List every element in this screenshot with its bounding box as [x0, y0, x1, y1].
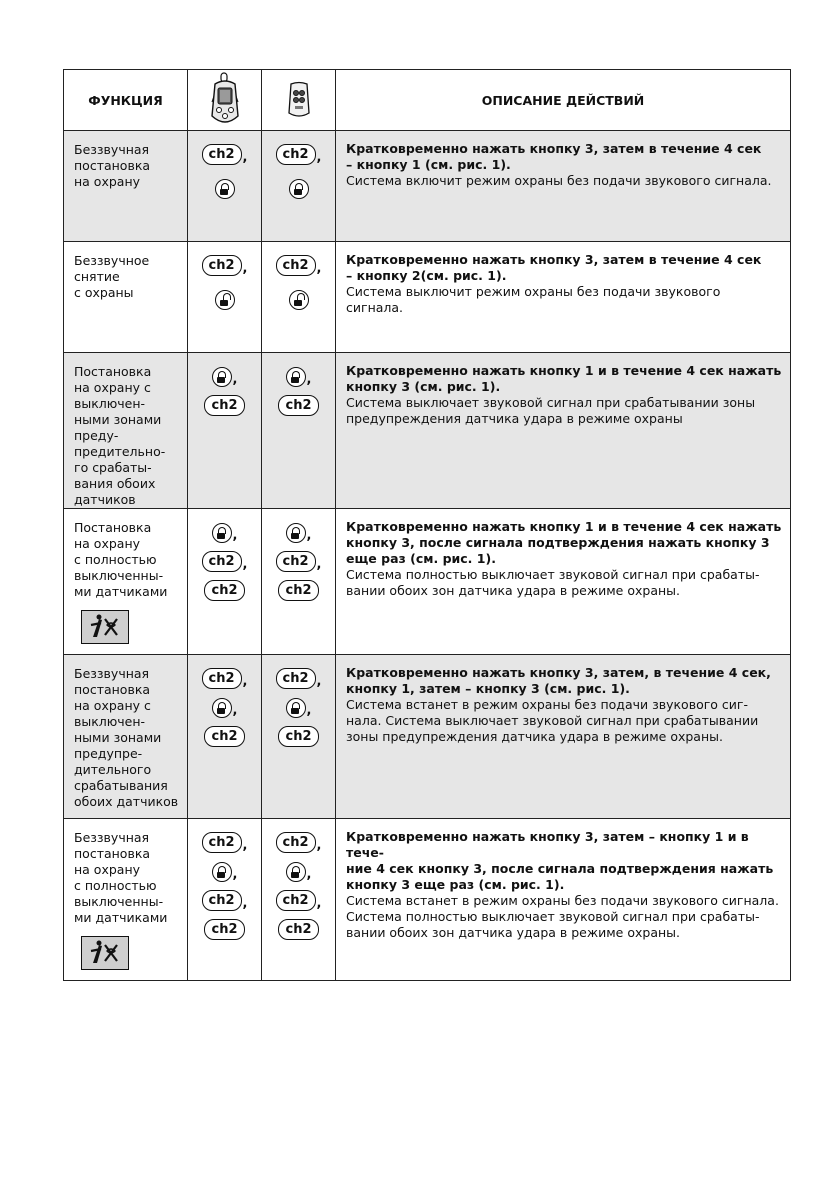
- remote1-keys-cell: [188, 819, 262, 981]
- separator-comma: ,: [316, 674, 322, 689]
- key-step-2: [215, 288, 235, 310]
- key-step-4: [278, 918, 318, 940]
- remote1-keys-cell: [188, 353, 262, 509]
- lock-button-icon: [286, 367, 306, 387]
- description-result: Система полностью выключает звуковой сигнал при срабаты- вании обоих зон датчика удара в режиме охраны.: [346, 567, 760, 598]
- function-cell: [64, 509, 188, 655]
- function-text: Беззвучная постановка на охрану: [74, 142, 151, 189]
- separator-comma: ,: [242, 838, 248, 853]
- key-step-3: [204, 579, 244, 601]
- ch2-button-icon: ch2: [204, 580, 244, 601]
- key-sequence: [188, 655, 261, 754]
- ch2-button-icon: ch2: [276, 255, 316, 276]
- separator-comma: ,: [242, 261, 248, 276]
- remote2-keys-cell: [262, 509, 336, 655]
- table-row: [64, 819, 791, 981]
- lock-button-icon: [212, 698, 232, 718]
- table-row: [64, 353, 791, 509]
- description-text: [336, 509, 790, 599]
- key-step-1: [202, 831, 248, 853]
- key-step-1: [202, 143, 248, 165]
- function-cell: [64, 353, 188, 509]
- lock-button-icon: [215, 179, 235, 199]
- description-cell: [336, 242, 791, 353]
- remote2-keys-cell: [262, 353, 336, 509]
- separator-comma: ,: [232, 372, 238, 387]
- key-step-2: [215, 177, 235, 199]
- key-sequence: [188, 242, 261, 317]
- key-step-1: [276, 831, 322, 853]
- key-sequence: [262, 353, 335, 423]
- header-function: ФУНКЦИЯ: [64, 70, 188, 131]
- function-cell: [64, 242, 188, 353]
- ch2-button-icon: ch2: [276, 144, 316, 165]
- table-row: [64, 509, 791, 655]
- description-result: Система встанет в режим охраны без подачи звукового сигнала. Система полностью выключает звуковой сигнал при срабаты- вании обоих зон датчика удара в режиме охраны.: [346, 893, 779, 940]
- remote1-keys-cell: [188, 655, 262, 819]
- shock-sensor-off-icon: [81, 610, 129, 644]
- ch2-button-icon: ch2: [278, 580, 318, 601]
- separator-comma: ,: [242, 674, 248, 689]
- ch2-button-icon: ch2: [202, 144, 242, 165]
- function-text: Постановка на охрану с полностью выключенны- ми датчиками: [74, 520, 168, 599]
- key-step-1: [286, 365, 312, 387]
- key-step-4: [204, 918, 244, 940]
- shock-sensor-off-icon: [81, 936, 129, 970]
- description-result: Система выключит режим охраны без подачи звукового сигнала.: [346, 284, 721, 315]
- separator-comma: ,: [242, 896, 248, 911]
- ch2-button-icon: ch2: [202, 890, 242, 911]
- key-step-1: [276, 254, 322, 276]
- key-step-2: [202, 550, 248, 572]
- ch2-button-icon: ch2: [276, 668, 316, 689]
- description-text: [336, 655, 790, 745]
- key-step-2: [212, 860, 238, 882]
- separator-comma: ,: [306, 703, 312, 718]
- separator-comma: ,: [316, 261, 322, 276]
- ch2-button-icon: ch2: [278, 726, 318, 747]
- lock-button-icon: [286, 523, 306, 543]
- lock-button-icon: [286, 862, 306, 882]
- ch2-button-icon: ch2: [276, 890, 316, 911]
- key-step-1: [286, 521, 312, 543]
- lock-button-icon: [289, 179, 309, 199]
- key-step-1: [276, 667, 322, 689]
- description-instruction: Кратковременно нажать кнопку 3, затем в течение 4 сек – кнопку 1 (см. рис. 1).: [346, 141, 762, 172]
- table-header-row: [64, 70, 791, 131]
- separator-comma: ,: [232, 867, 238, 882]
- key-step-2: [278, 394, 318, 416]
- function-cell: [64, 655, 188, 819]
- separator-comma: ,: [316, 896, 322, 911]
- ch2-button-icon: ch2: [278, 919, 318, 940]
- key-sequence: [262, 131, 335, 206]
- ch2-button-icon: ch2: [276, 832, 316, 853]
- lock-button-icon: [212, 367, 232, 387]
- key-step-1: [202, 667, 248, 689]
- ch2-button-icon: ch2: [204, 726, 244, 747]
- key-sequence: [188, 131, 261, 206]
- key-step-3: [202, 889, 248, 911]
- ch2-button-icon: ch2: [278, 395, 318, 416]
- key-step-3: [278, 725, 318, 747]
- remote2-keys-cell: [262, 131, 336, 242]
- key-sequence: [188, 819, 261, 947]
- separator-comma: ,: [316, 150, 322, 165]
- ch2-button-icon: ch2: [202, 832, 242, 853]
- description-text: [336, 131, 790, 189]
- table-row: [64, 242, 791, 353]
- table-row: [64, 655, 791, 819]
- description-text: [336, 353, 790, 427]
- key-step-2: [286, 696, 312, 718]
- key-step-3: [276, 889, 322, 911]
- separator-comma: ,: [232, 703, 238, 718]
- key-step-2: [212, 696, 238, 718]
- key-sequence: [262, 509, 335, 608]
- small-remote-icon: [286, 81, 312, 119]
- key-sequence: [262, 655, 335, 754]
- remote2-keys-cell: [262, 242, 336, 353]
- key-sequence: [262, 242, 335, 317]
- description-instruction: Кратковременно нажать кнопку 3, затем – кнопку 1 и в тече- ние 4 сек кнопку 3, после сигнала подтверждения нажать кнопку 3 еще раз (см. рис. 1).: [346, 829, 774, 892]
- description-cell: [336, 509, 791, 655]
- function-text: Беззвучная постановка на охрану с выключен- ными зонами предупре- дительного срабатывания обоих датчиков: [74, 666, 179, 809]
- header-remote-1: [188, 70, 262, 131]
- separator-comma: ,: [316, 838, 322, 853]
- remote2-keys-cell: [262, 819, 336, 981]
- description-cell: [336, 353, 791, 509]
- description-cell: [336, 655, 791, 819]
- ch2-button-icon: ch2: [204, 395, 244, 416]
- function-text: Беззвучное снятие с охраны: [74, 253, 150, 300]
- description-instruction: Кратковременно нажать кнопку 1 и в течение 4 сек нажать кнопку 3, после сигнала подтверждения нажать кнопку 3 еще раз (см. рис. 1).: [346, 519, 782, 566]
- key-step-2: [204, 394, 244, 416]
- key-step-1: [276, 143, 322, 165]
- table-row: [64, 131, 791, 242]
- key-step-1: [212, 521, 238, 543]
- ch2-button-icon: ch2: [204, 919, 244, 940]
- remote1-keys-cell: [188, 242, 262, 353]
- description-instruction: Кратковременно нажать кнопку 1 и в течение 4 сек нажать кнопку 3 (см. рис. 1).: [346, 363, 782, 394]
- description-result: Система включит режим охраны без подачи звукового сигнала.: [346, 173, 772, 188]
- key-step-2: [286, 860, 312, 882]
- separator-comma: ,: [316, 557, 322, 572]
- key-step-3: [204, 725, 244, 747]
- lock-button-icon: [212, 523, 232, 543]
- description-result: Система выключает звуковой сигнал при срабатывании зоны предупреждения датчика удара в режиме охраны: [346, 395, 756, 426]
- remote2-keys-cell: [262, 655, 336, 819]
- key-sequence: [262, 819, 335, 947]
- key-step-2: [276, 550, 322, 572]
- key-step-2: [289, 177, 309, 199]
- description-text: [336, 819, 790, 941]
- function-cell: [64, 819, 188, 981]
- ch2-button-icon: ch2: [202, 255, 242, 276]
- header-description: ОПИСАНИЕ ДЕЙСТВИЙ: [336, 70, 791, 131]
- functions-table: [63, 69, 791, 981]
- ch2-button-icon: ch2: [276, 551, 316, 572]
- description-cell: [336, 131, 791, 242]
- description-instruction: Кратковременно нажать кнопку 3, затем, в течение 4 сек, кнопку 1, затем – кнопку 3 (см. рис. 1).: [346, 665, 771, 696]
- separator-comma: ,: [242, 557, 248, 572]
- function-text: Постановка на охрану с выключен- ными зонами преду- предительно- го срабаты- вания обоих датчиков: [74, 364, 166, 507]
- description-cell: [336, 819, 791, 981]
- description-text: [336, 242, 790, 316]
- key-step-2: [289, 288, 309, 310]
- separator-comma: ,: [242, 150, 248, 165]
- key-sequence: [188, 353, 261, 423]
- remote1-keys-cell: [188, 509, 262, 655]
- lock-button-icon: [212, 862, 232, 882]
- separator-comma: ,: [232, 528, 238, 543]
- remote1-keys-cell: [188, 131, 262, 242]
- lcd-remote-icon: [208, 72, 242, 128]
- unlock-button-icon: [289, 290, 309, 310]
- ch2-button-icon: ch2: [202, 551, 242, 572]
- function-text: Беззвучная постановка на охрану с полностью выключенны- ми датчиками: [74, 830, 168, 925]
- separator-comma: ,: [306, 867, 312, 882]
- unlock-button-icon: [215, 290, 235, 310]
- description-instruction: Кратковременно нажать кнопку 3, затем в течение 4 сек – кнопку 2(см. рис. 1).: [346, 252, 762, 283]
- key-step-3: [278, 579, 318, 601]
- key-sequence: [188, 509, 261, 608]
- function-cell: [64, 131, 188, 242]
- separator-comma: ,: [306, 528, 312, 543]
- lock-button-icon: [286, 698, 306, 718]
- description-result: Система встанет в режим охраны без подачи звукового сиг- нала. Система выключает звуковой сигнал при срабатывании зоны предупреждения датчика удара в режиме охраны.: [346, 697, 759, 744]
- ch2-button-icon: ch2: [202, 668, 242, 689]
- separator-comma: ,: [306, 372, 312, 387]
- header-remote-2: [262, 70, 336, 131]
- key-step-1: [212, 365, 238, 387]
- key-step-1: [202, 254, 248, 276]
